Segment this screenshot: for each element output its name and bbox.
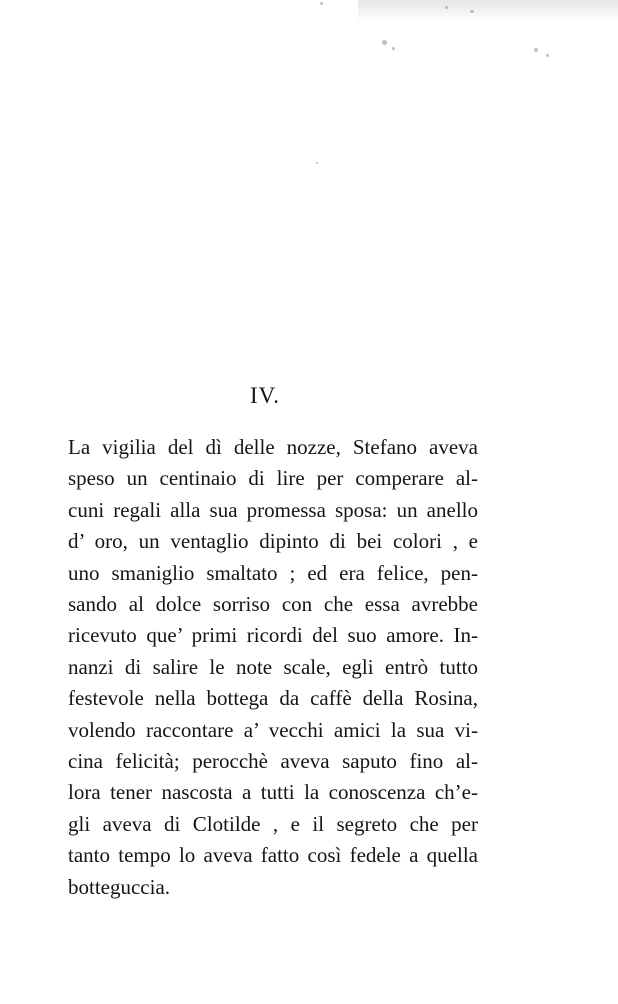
paper-speckle — [470, 10, 474, 13]
text-line: d’ oro, un ventaglio dipinto di bei colori , e — [68, 529, 478, 554]
paper-speckle — [445, 6, 448, 9]
text-line: ricevuto que’ primi ricordi del suo amore. In- — [68, 623, 478, 648]
text-line: uno smaniglio smaltato ; ed era felice, pen- — [68, 560, 478, 585]
text-line: gli aveva di Clotilde , e il segreto che per — [68, 811, 478, 836]
paper-speckle — [534, 48, 538, 52]
text-line: nanzi di salire le note scale, egli entrò tutto — [68, 654, 478, 679]
text-line: sando al dolce sorriso con che essa avrebbe — [68, 592, 478, 617]
text-line: botteguccia. — [68, 874, 171, 899]
text-line: lora tener nascosta a tutti la conoscenza ch’e- — [68, 780, 478, 805]
text-line: cuni regali alla sua promessa sposa: un anello — [68, 497, 478, 522]
paper-speckle — [546, 54, 549, 57]
page-edge-shadow — [358, 0, 618, 22]
paper-speckle — [320, 2, 323, 5]
paper-speckle — [392, 47, 395, 50]
text-line: volendo raccontare a’ vecchi amici la sua vi- — [68, 717, 478, 742]
text-line: cina felicità; perocchè aveva saputo fino al- — [68, 749, 478, 774]
paper-speckle — [382, 40, 387, 45]
chapter-heading: IV. — [249, 383, 281, 408]
paper-speckle — [316, 162, 318, 164]
chapter-paragraph — [68, 432, 478, 903]
text-line: La vigilia del dì delle nozze, Stefano aveva — [68, 435, 478, 459]
text-line: tanto tempo lo aveva fatto così fedele a quella — [68, 843, 478, 868]
text-line: festevole nella bottega da caffè della Rosina, — [68, 686, 478, 711]
text-line: speso un centinaio di lire per comperare al- — [68, 466, 478, 491]
